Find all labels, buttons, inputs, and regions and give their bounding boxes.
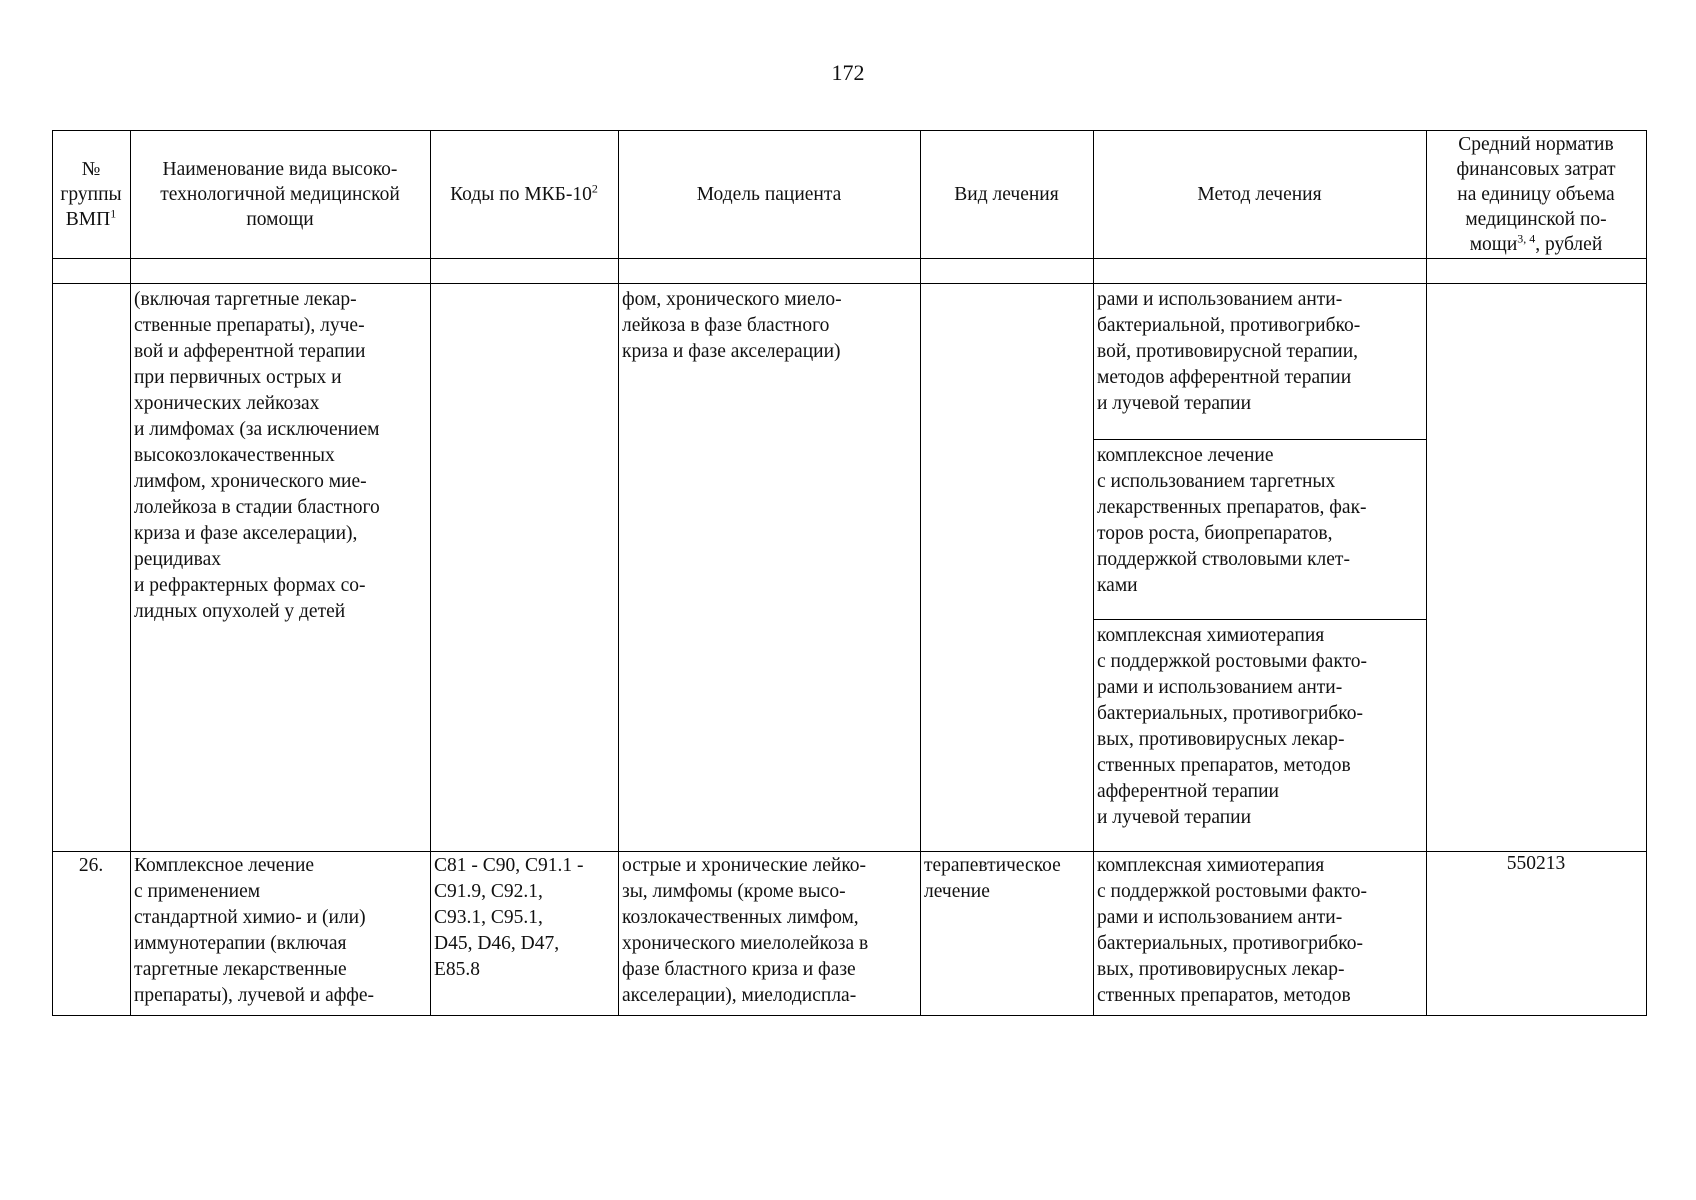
row26-name: Комплексное лечение с применением стандартной химио- и (или) иммунотерапии (включая таргетные лекарственные препараты), лучевой и аффе- bbox=[134, 855, 375, 1006]
row26-codes: C81 - C90, C91.1 - C91.9, C92.1, C93.1, C95.1, D45, D46, D47, E85.8 bbox=[434, 855, 584, 980]
continued-method-1: рами и использованием анти- бактериальной, противогрибко- вой, противовирусной терапии, методов афферентной терапии и лучевой терапии bbox=[1097, 289, 1361, 414]
continued-method-3: комплексная химиотерапия с поддержкой ростовыми факто- рами и использованием анти- бактериальных, противогрибко- вых, противовирусных лекар- ственных препаратов, методов афферентной терапии и лучевой терапии bbox=[1097, 625, 1368, 828]
header-treatment-type: Вид лечения bbox=[954, 183, 1059, 205]
header-method: Метод лечения bbox=[1197, 183, 1322, 205]
row26-model: острые и хронические лейко- зы, лимфомы (кроме высо- козлокачественных лимфом, хронического миелолейкоза в фазе бластного криза и фазе акселерации), миелодиспла- bbox=[622, 855, 869, 1006]
row26-method: комплексная химиотерапия с поддержкой ростовыми факто- рами и использованием анти- бактериальных, противогрибко- вых, противовирусных лекар- ственных препаратов, методов bbox=[1097, 855, 1368, 1006]
header-name: Наименование вида высоко- технологичной медицинской помощи bbox=[160, 158, 400, 230]
continued-model: фом, хронического миело- лейкоза в фазе бластного криза и фазе акселерации) bbox=[622, 289, 842, 362]
column-number-row bbox=[53, 259, 1647, 284]
row26-number: 26. bbox=[78, 855, 104, 876]
continued-method-2: комплексное лечение с использованием таргетных лекарственных препаратов, фак- торов роста, биопрепаратов, поддержкой стволовыми клет- ками bbox=[1097, 445, 1367, 596]
header-group-no: № группы ВМП$^1$ bbox=[60, 158, 122, 230]
header-codes: Коды по МКБ-$10^2$ bbox=[450, 181, 598, 205]
page-number: 172 bbox=[831, 60, 865, 85]
header-model: Модель пациента bbox=[696, 183, 842, 205]
vmp-table bbox=[52, 130, 1646, 1015]
row26-treatment-type: терапевтическое лечение bbox=[924, 855, 1061, 902]
header-cost: Средний норматив финансовых затрат на единицу объема медицинской по- мощи$^{3, 4}$, рублей bbox=[1456, 133, 1616, 255]
continued-name: (включая таргетные лекар- ственные препараты), луче- вой и афферентной терапии при первичных острых и хронических лейкозах и лимфомах (за исключением высокозлокачественных лимфом, хронического мие- лолейкоза в стадии бластного криза и фазе акселерации), рецидивах и рефрактерных формах со- лидных опухолей у детей bbox=[134, 289, 380, 622]
row26-cost: 550213 bbox=[1506, 853, 1566, 874]
